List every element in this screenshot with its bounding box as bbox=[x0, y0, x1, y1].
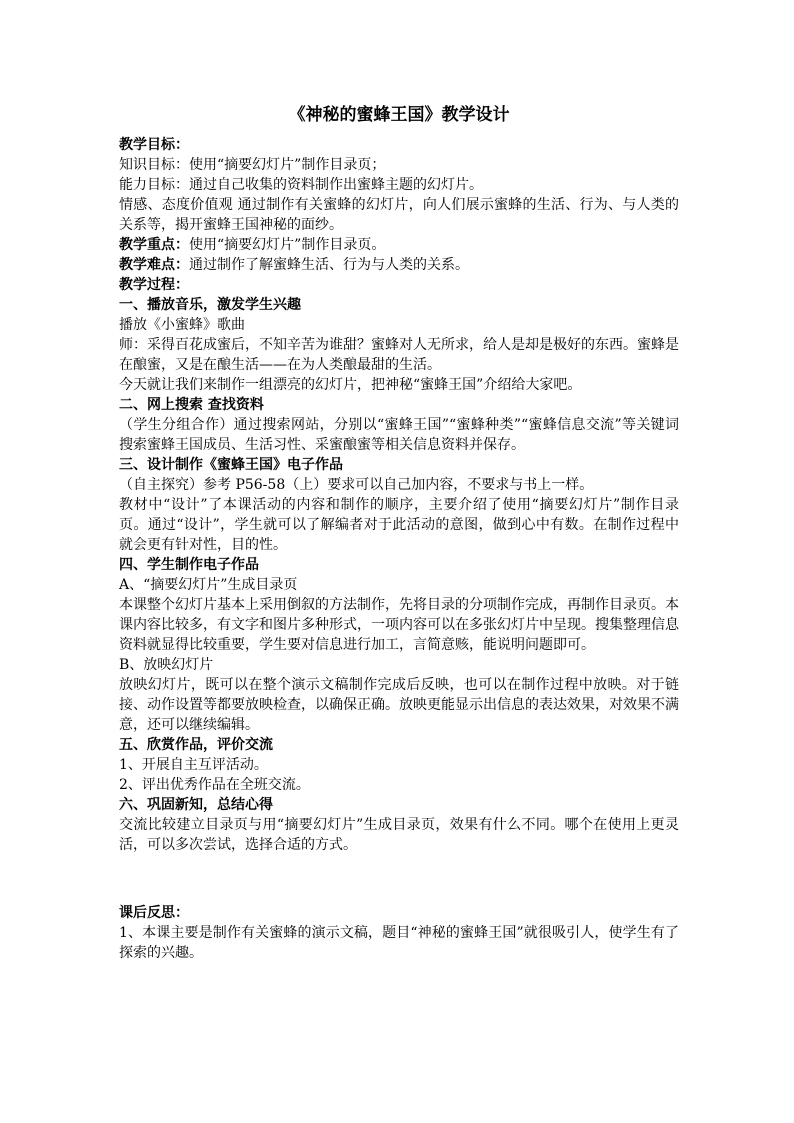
document-page bbox=[119, 103, 679, 963]
reflection-heading: 课后反思： bbox=[119, 905, 189, 921]
ability-objective: 能力目标：通过自己收集的资料制作出蜜蜂主题的幻灯片。 bbox=[119, 177, 483, 193]
section-paragraph: B、放映幻灯片 bbox=[119, 657, 214, 673]
knowledge-objective: 知识目标：使用“摘要幻灯片”制作目录页； bbox=[119, 157, 386, 173]
section-paragraph: A、“摘要幻灯片”生成目录页 bbox=[119, 577, 298, 593]
emotion-objective: 情感、态度价值观 通过制作有关蜜蜂的幻灯片，向人们展示蜜蜂的生活、行为、与人类的关系等，揭开蜜蜂王国神秘的面纱。 bbox=[119, 197, 679, 233]
key-point bbox=[119, 235, 679, 255]
document-title: 《神秘的蜜蜂王国》教学设计 bbox=[288, 105, 510, 125]
blank-space bbox=[119, 855, 679, 903]
section-heading: 二、网上搜索 查找资料 bbox=[119, 397, 264, 413]
section-paragraph: 1、开展自主互评活动。 bbox=[119, 757, 268, 773]
section-heading: 一、播放音乐，激发学生兴趣 bbox=[119, 297, 301, 313]
objectives-heading: 教学目标： bbox=[119, 137, 189, 153]
section-heading: 三、设计制作《蜜蜂王国》电子作品 bbox=[119, 457, 343, 473]
difficulty-label: 教学难点： bbox=[119, 257, 189, 273]
section-paragraph: 放映幻灯片，既可以在整个演示文稿制作完成后反映，也可以在制作过程中放映。对于链接、动作设置等都要放映检查，以确保正确。放映更能显示出信息的表达效果，对效果不满意，还可以继续编辑。 bbox=[119, 677, 679, 733]
section-paragraph: 本课整个幻灯片基本上采用倒叙的方法制作，先将目录的分项制作完成，再制作目录页。本课内容比较多，有文字和图片多种形式，一项内容可以在多张幻灯片中呈现。搜集整理信息资料就显得比较重要，学生要对信息进行加工，言简意赅，能说明问题即可。 bbox=[119, 597, 679, 653]
section-paragraph: （自主探究）参考 P56-58（上）要求可以自己加内容，不要求与书上一样。 bbox=[119, 477, 594, 493]
section-heading: 四、学生制作电子作品 bbox=[119, 557, 259, 573]
process-heading: 教学过程： bbox=[119, 277, 189, 293]
section-paragraph: 2、评出优秀作品在全班交流。 bbox=[119, 777, 310, 793]
section-paragraph: 师：采得百花成蜜后，不知辛苦为谁甜？蜜蜂对人无所求，给人是却是极好的东西。蜜蜂是在酿蜜，又是在酿生活——在为人类酿最甜的生活。 bbox=[119, 337, 679, 373]
section-paragraph: 播放《小蜜蜂》歌曲 bbox=[119, 317, 245, 333]
reflection-text: 1、本课主要是制作有关蜜蜂的演示文稿，题目“神秘的蜜蜂王国”就很吸引人，使学生有了探索的兴趣。 bbox=[119, 925, 679, 961]
key-point-text: 使用“摘要幻灯片”制作目录页。 bbox=[189, 237, 386, 253]
section-heading: 五、欣赏作品，评价交流 bbox=[119, 737, 273, 753]
section-paragraph: （学生分组合作）通过搜索网站，分别以“蜜蜂王国”“蜜蜂种类”“蜜蜂信息交流”等关键词搜索蜜蜂王国成员、生活习性、采蜜酿蜜等相关信息资料并保存。 bbox=[119, 417, 679, 453]
difficulty bbox=[119, 255, 679, 275]
section-paragraph: 今天就让我们来制作一组漂亮的幻灯片，把神秘“蜜蜂王国”介绍给大家吧。 bbox=[119, 377, 582, 393]
section-paragraph: 教材中“设计”了本课活动的内容和制作的顺序，主要介绍了使用“摘要幻灯片”制作目录页。通过“设计”，学生就可以了解编者对于此活动的意图，做到心中有数。在制作过程中就会更有针对性，目的性。 bbox=[119, 497, 679, 553]
key-point-label: 教学重点： bbox=[119, 237, 189, 253]
difficulty-text: 通过制作了解蜜蜂生活、行为与人类的关系。 bbox=[189, 257, 469, 273]
section-paragraph: 交流比较建立目录页与用“摘要幻灯片”生成目录页，效果有什么不同。哪个在使用上更灵活，可以多次尝试，选择合适的方式。 bbox=[119, 817, 679, 853]
section-heading: 六、巩固新知，总结心得 bbox=[119, 797, 273, 813]
